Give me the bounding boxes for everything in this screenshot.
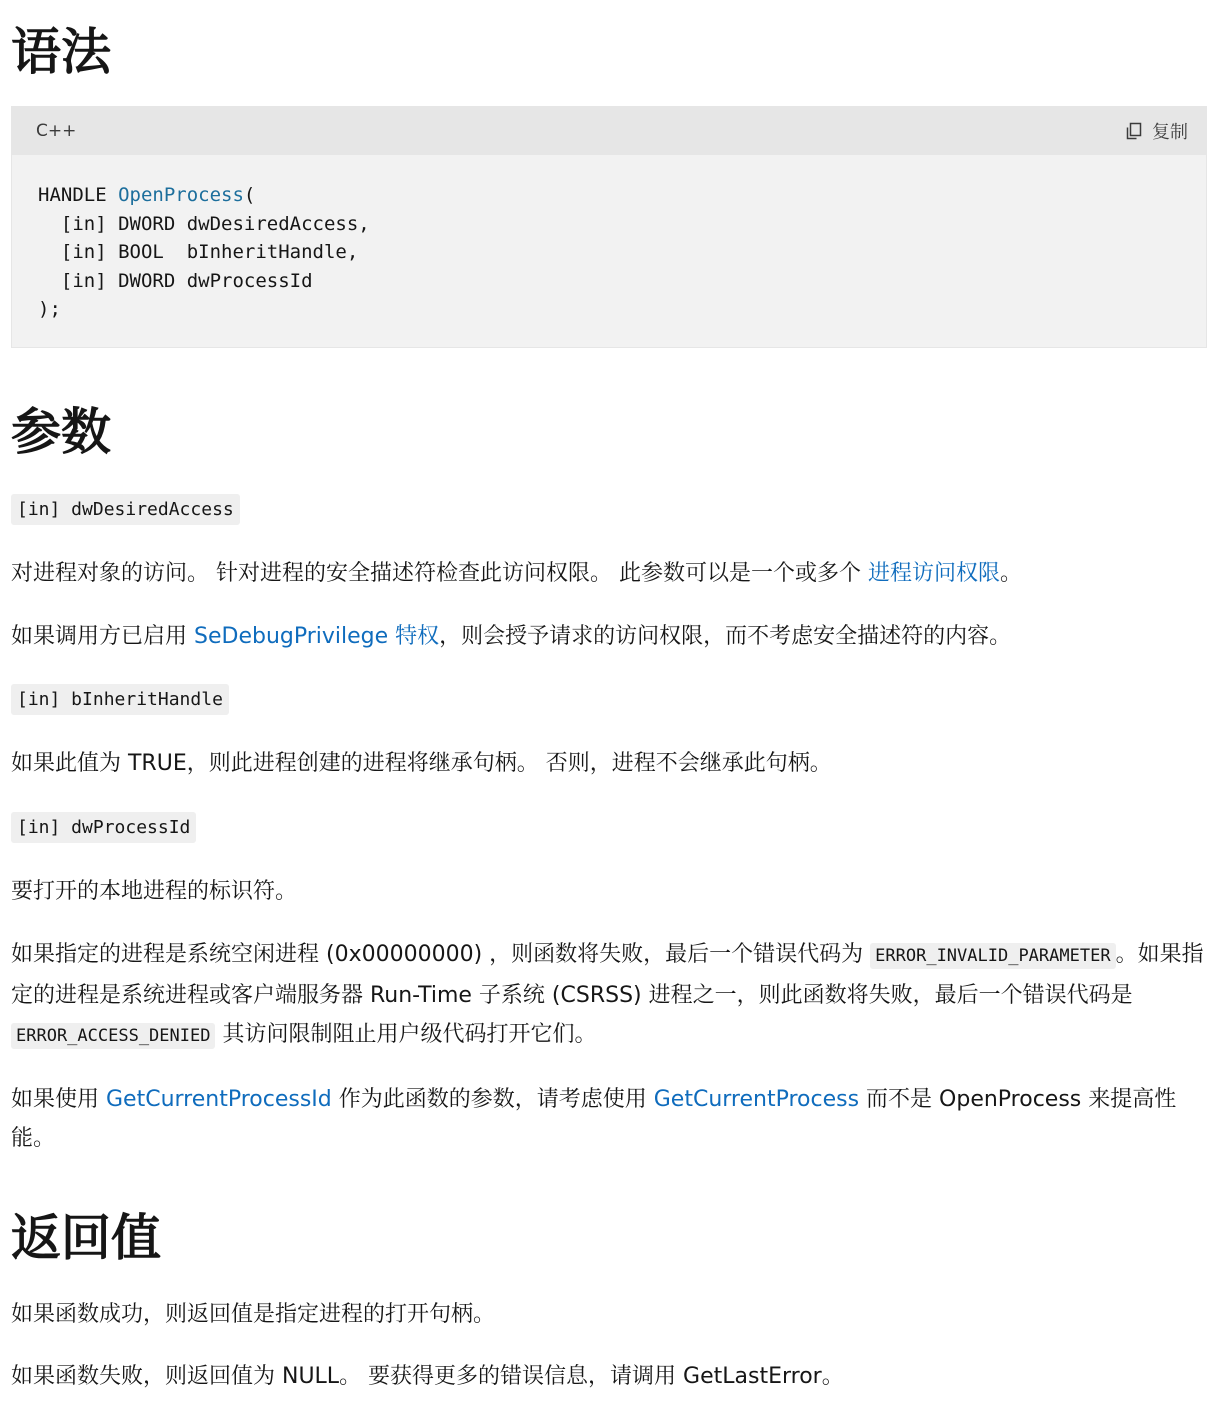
param-note-sedebug xyxy=(11,617,1211,656)
code-listing xyxy=(38,181,370,324)
getcurrentprocessid-link[interactable]: GetCurrentProcessId xyxy=(106,1087,332,1112)
note-suffix: ，则会授予请求的访问权限，而不考虑安全描述符的内容。 xyxy=(439,624,1012,649)
sedebugprivilege-link[interactable]: SeDebugPrivilege 特权 xyxy=(194,624,440,649)
param-desc-suffix: 。 xyxy=(1000,561,1023,586)
error-text-c: 其访问限制阻止用户级代码打开它们。 xyxy=(215,1022,597,1047)
code-function-name: OpenProcess xyxy=(118,184,244,206)
param-desc-dwProcessId: 要打开的本地进程的标识符。 xyxy=(11,879,298,904)
param-name-dwProcessId: [in] dwProcessId xyxy=(11,812,196,843)
perf-text-c: 而不是 OpenProcess 来提高性能。 xyxy=(11,1087,1177,1151)
getcurrentprocess-link[interactable]: GetCurrentProcess xyxy=(653,1087,860,1112)
param-name-bInheritHandle: [in] bInheritHandle xyxy=(11,684,229,715)
code-open-paren: ( xyxy=(243,184,256,206)
param-name-dwDesiredAccess: [in] dwDesiredAccess xyxy=(11,494,240,525)
param-performance-note xyxy=(11,1080,1211,1158)
code-line-2: [in] BOOL bInheritHandle, xyxy=(38,241,359,263)
copy-button[interactable] xyxy=(1124,117,1188,145)
error-text-a: 如果指定的进程是系统空闲进程 (0x00000000) ，则函数将失败，最后一个错误代码为 xyxy=(11,942,871,967)
parameters-heading: 参数 xyxy=(11,403,111,461)
copy-icon xyxy=(1124,121,1144,141)
note-prefix: 如果调用方已启用 xyxy=(11,624,194,649)
error-text-b: 。如果指定的进程是系统进程或客户端服务器 Run-Time 子系统 (CSRSS) 进程之一，则此函数将失败，最后一个错误代码是 xyxy=(11,942,1204,1008)
param-error-note xyxy=(11,935,1211,1056)
code-language-label: C++ xyxy=(36,121,77,141)
code-line-1: [in] DWORD dwDesiredAccess, xyxy=(38,212,370,235)
copy-label: 复制 xyxy=(1152,122,1188,143)
error-code-access-denied: ERROR_ACCESS_DENIED xyxy=(11,1023,215,1049)
code-line-3: [in] DWORD dwProcessId xyxy=(38,269,313,292)
return-success-text: 如果函数成功，则返回值是指定进程的打开句柄。 xyxy=(11,1302,496,1327)
code-close: ); xyxy=(38,298,61,320)
error-code-invalid-parameter: ERROR_INVALID_PARAMETER xyxy=(870,943,1115,969)
return-value-heading: 返回值 xyxy=(11,1209,161,1267)
code-block xyxy=(11,106,1207,348)
code-return-type: HANDLE xyxy=(38,184,119,206)
return-failure-text: 如果函数失败，则返回值为 NULL。 要获得更多的错误信息，请调用 GetLastError。 xyxy=(11,1364,844,1389)
process-access-rights-link[interactable]: 进程访问权限 xyxy=(867,561,1000,586)
perf-text-b: 作为此函数的参数，请考虑使用 xyxy=(331,1087,654,1112)
param-desc-dwDesiredAccess xyxy=(11,554,1211,593)
code-header xyxy=(12,107,1206,155)
param-desc-bInheritHandle: 如果此值为 TRUE，则此进程创建的进程将继承句柄。 否则，进程不会继承此句柄。 xyxy=(11,751,832,776)
perf-text-a: 如果使用 xyxy=(11,1087,106,1112)
param-desc-text: 对进程对象的访问。 针对进程的安全描述符检查此访问权限。 此参数可以是一个或多个 xyxy=(11,561,868,586)
syntax-heading: 语法 xyxy=(11,23,111,81)
